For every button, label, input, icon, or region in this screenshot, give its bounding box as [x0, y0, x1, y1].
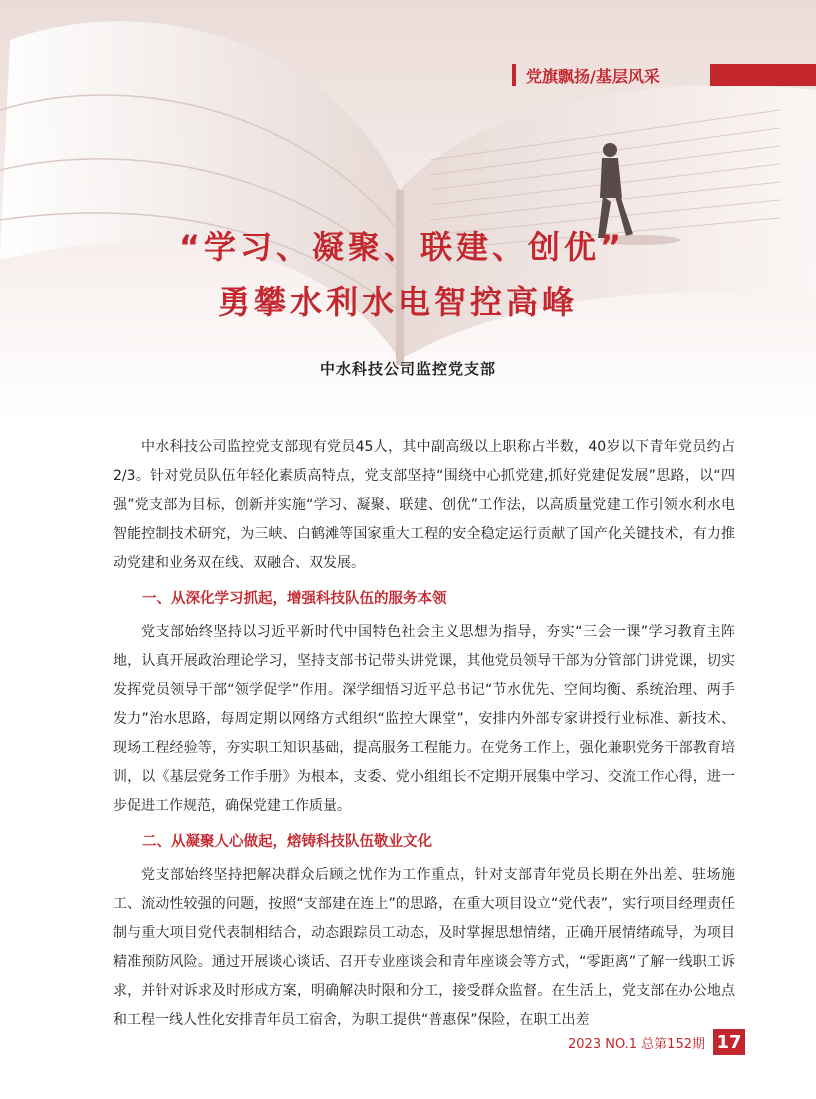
article-title-line1: “学习、凝聚、联建、创优” — [178, 228, 626, 266]
intro-paragraph: 中水科技公司监控党支部现有党员45人，其中副高级以上职称占半数，40岁以下青年党员约占2/3。针对党员队伍年轻化素质高特点，党支部坚持“围绕中心抓党建,抓好党建促发展”思路，以“四强”党支部为目标，创新并实施“学习、凝聚、联建、创优”工作法，以高质量党建工作引领水利水电智能控制技术研究，为三峡、白鹤滩等国家重大工程的安全稳定运行贡献了国产化关键技术，有力推动党建和业务双在线、双融合、双发展。 — [113, 439, 735, 571]
article-author: 中水科技公司监控党支部 — [319, 360, 496, 378]
section-tag-bar — [512, 64, 516, 86]
page-footer — [568, 1028, 745, 1056]
open-book-illustration — [0, 0, 816, 420]
section-tag-block — [710, 64, 816, 86]
issue-info: 2023 NO.1 总第152期 — [568, 1036, 705, 1052]
section1-heading: 一、从深化学习抓起，增强科技队伍的服务本领 — [142, 591, 447, 607]
section-tag — [512, 64, 660, 86]
section2-heading: 二、从凝聚人心做起，熔铸科技队伍敬业文化 — [142, 834, 432, 850]
page-number: 17 — [713, 1029, 745, 1055]
article-body — [113, 433, 735, 1035]
section2-paragraph: 党支部始终坚持把解决群众后顾之忧作为工作重点，针对支部青年党员长期在外出差、驻场施工、流动性较强的问题，按照“支部建在连上”的思路，在重大项目设立“党代表”，实行项目经理责任制与重大项目党代表制相结合，动态跟踪员工动态，及时掌握思想情绪，正确开展情绪疏导，为项目精准预防风险。通过开展谈心谈话、召开专业座谈会和青年座谈会等方式，“零距离”了解一线职工诉求，并针对诉求及时形成方案，明确解决时限和分工，接受群众监督。在生活上，党支部在办公地点和工程一线人性化安排青年员工宿舍，为职工提供“普惠保”保险，在职工出差 — [113, 867, 735, 1028]
hero-banner — [0, 0, 816, 420]
section1-paragraph: 党支部始终坚持以习近平新时代中国特色社会主义思想为指导，夯实“三会一课”学习教育主阵地，认真开展政治理论学习，坚持支部书记带头讲党课，其他党员领导干部为分管部门讲党课，切实发挥党员领导干部“领学促学”作用。深学细悟习近平总书记“节水优先、空间均衡、系统治理、两手发力”治水思路，每周定期以网络方式组织“监控大课堂”，安排内外部专家讲授行业标准、新技术、现场工程经验等，夯实职工知识基础，提高服务工程能力。在党务工作上，强化兼职党务干部教育培训，以《基层党务工作手册》为根本，支委、党小组组长不定期开展集中学习、交流工作心得，进一步促进工作规范，确保党建工作质量。 — [113, 624, 735, 814]
section-tag-label: 党旗飘扬/基层风采 — [526, 66, 660, 86]
article-title-line2: 勇攀水利水电智控高峰 — [217, 283, 578, 321]
